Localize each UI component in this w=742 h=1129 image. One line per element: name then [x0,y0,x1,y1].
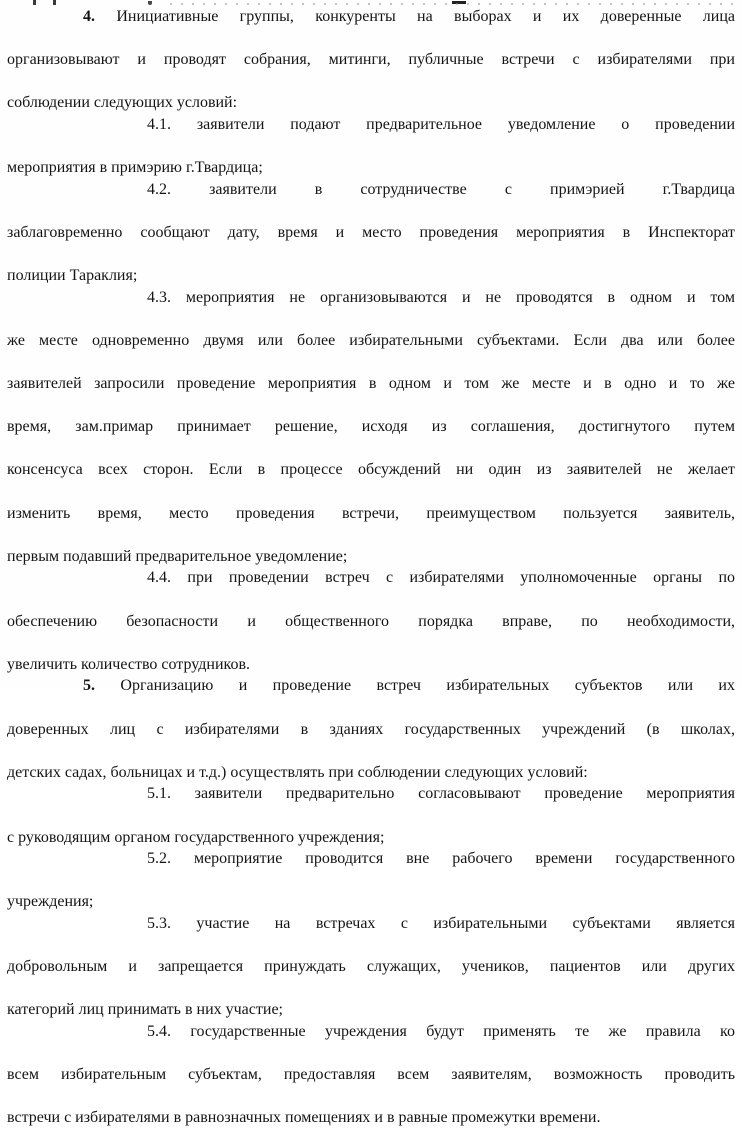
paragraph-number: 5.4. [147,1022,171,1040]
paragraph-5-2 [7,848,735,913]
document-line: первым подавший предварительное уведомление; [7,547,348,565]
document-line: мероприятия в примэрию г.Твардица; [7,159,263,177]
document-line: учреждения; [7,893,94,911]
paragraph-4 [7,6,735,114]
paragraph-4-1 [7,114,735,179]
glyph-descender-mark [33,0,36,5]
document-line: добровольным и запрещается принуждать служащих, учеников, пациентов или других [7,958,735,976]
paragraph-number: 4. [83,8,95,25]
document-line: полиции Тараклия; [7,267,138,285]
paragraph-number: 5. [83,677,95,695]
paragraph-4-2 [7,179,735,287]
document-line: заблаговременно сообщают дату, время и место проведения мероприятия в Инспекторат [7,223,735,241]
document-line: организовывают и проводят собрания, митинги, публичные встречи с избирателями при [7,51,735,69]
paragraph-5-1 [7,783,735,848]
document-line: встречи с избирателями в равнозначных помещениях и в равные промежутки времени. [7,1109,601,1127]
paragraph-4-3 [7,287,735,568]
document-line: всем избирательным субъектам, предоставляя всем заявителям, возможность проводить [7,1066,735,1084]
paragraph-number: 5.2. [147,850,171,868]
document-line: 5.3. участие на встречах с избирательными субъектами является [147,914,735,932]
document-line: 5.4. государственные учреждения будут применять те же правила ко [147,1022,735,1040]
document-line: соблюдении следующих условий: [7,94,238,112]
document-line: заявителей запросили проведение мероприятия в одном и том же месте и в одно и то же [7,375,735,393]
document-line: 4.4. при проведении встреч с избирателями уполномоченные органы по [147,569,735,587]
document-line: доверенных лиц с избирателями в зданиях государственных учреждений (в школах, [7,720,735,738]
document-line: обеспечению безопасности и общественного порядка вправе, по необходимости, [7,612,735,630]
document-line: же месте одновременно двумя или более избирательными субъектами. Если два или более [7,331,735,349]
paragraph-number: 4.4. [147,569,171,587]
document-line: 5.2. мероприятие проводится вне рабочего времени государственного [147,850,735,868]
paragraph-number: 4.1. [147,115,171,133]
document-line: 5. Организацию и проведение встреч избирательных субъектов или их [83,677,735,695]
document-body [7,6,735,1129]
paragraph-5-4 [7,1021,735,1129]
glyph-descender-mark [53,0,56,5]
glyph-descender-mark [452,1,466,4]
document-line: с руководящим органом государственного учреждения; [7,828,385,846]
document-line: 5.1. заявители предварительно согласовывают проведение мероприятия [147,785,735,803]
document-line: 4.2. заявители в сотрудничестве с примэрией г.Твардица [147,180,735,198]
document-line: увеличить количество сотрудников. [7,655,251,673]
clipped-text-baseline-dots [170,3,738,5]
paragraph-5 [7,675,735,783]
document-line: 4.1. заявители подают предварительное уведомление о проведении [147,115,735,133]
paragraph-4-4 [7,567,735,675]
document-line: изменить время, место проведения встречи, преимуществом пользуется заявитель, [7,504,735,522]
document-line: 4.3. мероприятия не организовываются и не проводятся в одном и том [147,288,735,306]
paragraph-number: 4.2. [147,180,171,198]
paragraph-number: 5.1. [147,785,171,803]
document-line: 4. Инициативные группы, конкуренты на выборах и их доверенные лица [83,8,735,25]
paragraph-number: 4.3. [147,288,171,306]
document-line: консенсуса всех сторон. Если в процессе обсуждений ни один из заявителей не желает [7,461,735,479]
paragraph-number: 5.3. [147,914,171,932]
paragraph-5-3 [7,913,735,1021]
glyph-descender-mark [148,1,152,5]
document-line: категорий лиц принимать в них участие; [7,1001,283,1019]
document-line: детских садах, больницах и т.д.) осуществлять при соблюдении следующих условий: [7,763,588,781]
document-line: время, зам.примар принимает решение, исходя из соглашения, достигнутого путем [7,418,735,436]
